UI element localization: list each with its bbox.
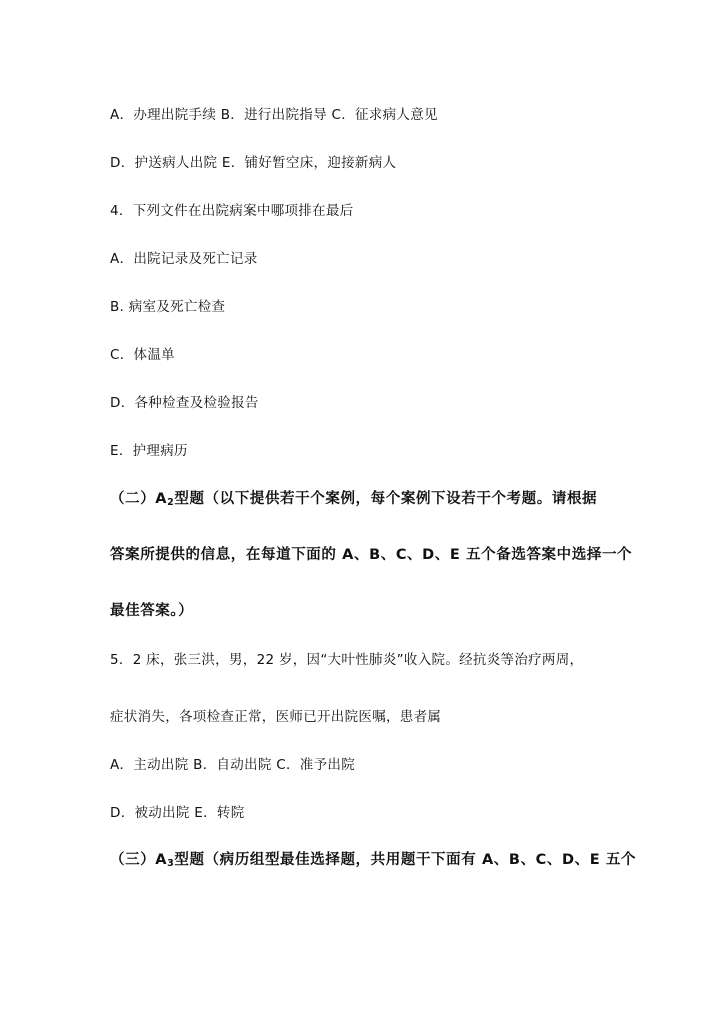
- question-4-option-a: A．出院记录及死亡记录: [110, 251, 258, 267]
- section-a2-description: 型题（以下提供若干个案例，每个案例下设若干个考题。请根据: [174, 491, 598, 507]
- section-a3-subscript: 3: [167, 858, 175, 869]
- section-a2-subscript: 2: [167, 497, 175, 508]
- question-4-option-c: C．体温单: [110, 347, 175, 363]
- question-4-stem: 4．下列文件在出院病案中哪项排在最后: [110, 203, 354, 219]
- section-a2-heading-end: 最佳答案。）: [110, 603, 194, 619]
- section-a2-prefix: （二）A: [110, 491, 168, 507]
- question-5-stem-cont: 症状消失，各项检查正常，医师已开出院医嘱，患者属: [110, 709, 442, 725]
- question-4-option-d: D．各种检查及检验报告: [110, 395, 259, 411]
- question-3-options-d-e: D．护送病人出院 E．铺好暂空床，迎接新病人: [110, 155, 397, 171]
- question-5-options-d-e: D．被动出院 E．转院: [110, 805, 245, 821]
- section-a3-heading: [110, 851, 636, 873]
- question-4-option-b: B. 病室及死亡检查: [110, 299, 226, 315]
- section-a3-prefix: （三）A: [110, 852, 168, 868]
- section-a3-description: 型题（病历组型最佳选择题，共用题干下面有 A、B、C、D、E 五个: [174, 852, 637, 868]
- question-5-stem: 5．2 床，张三洪，男，22 岁，因“大叶性肺炎”收入院。经抗炎等治疗两周，: [110, 652, 584, 668]
- section-a2-heading: [110, 490, 597, 512]
- section-a2-heading-cont: 答案所提供的信息，在每道下面的 A、B、C、D、E 五个备选答案中选择一个: [110, 547, 633, 563]
- question-3-options-a-c: A．办理出院手续 B．进行出院指导 C．征求病人意见: [110, 107, 438, 123]
- question-4-option-e: E．护理病历: [110, 443, 188, 459]
- question-5-options-a-c: A．主动出院 B．自动出院 C．准予出院: [110, 757, 356, 773]
